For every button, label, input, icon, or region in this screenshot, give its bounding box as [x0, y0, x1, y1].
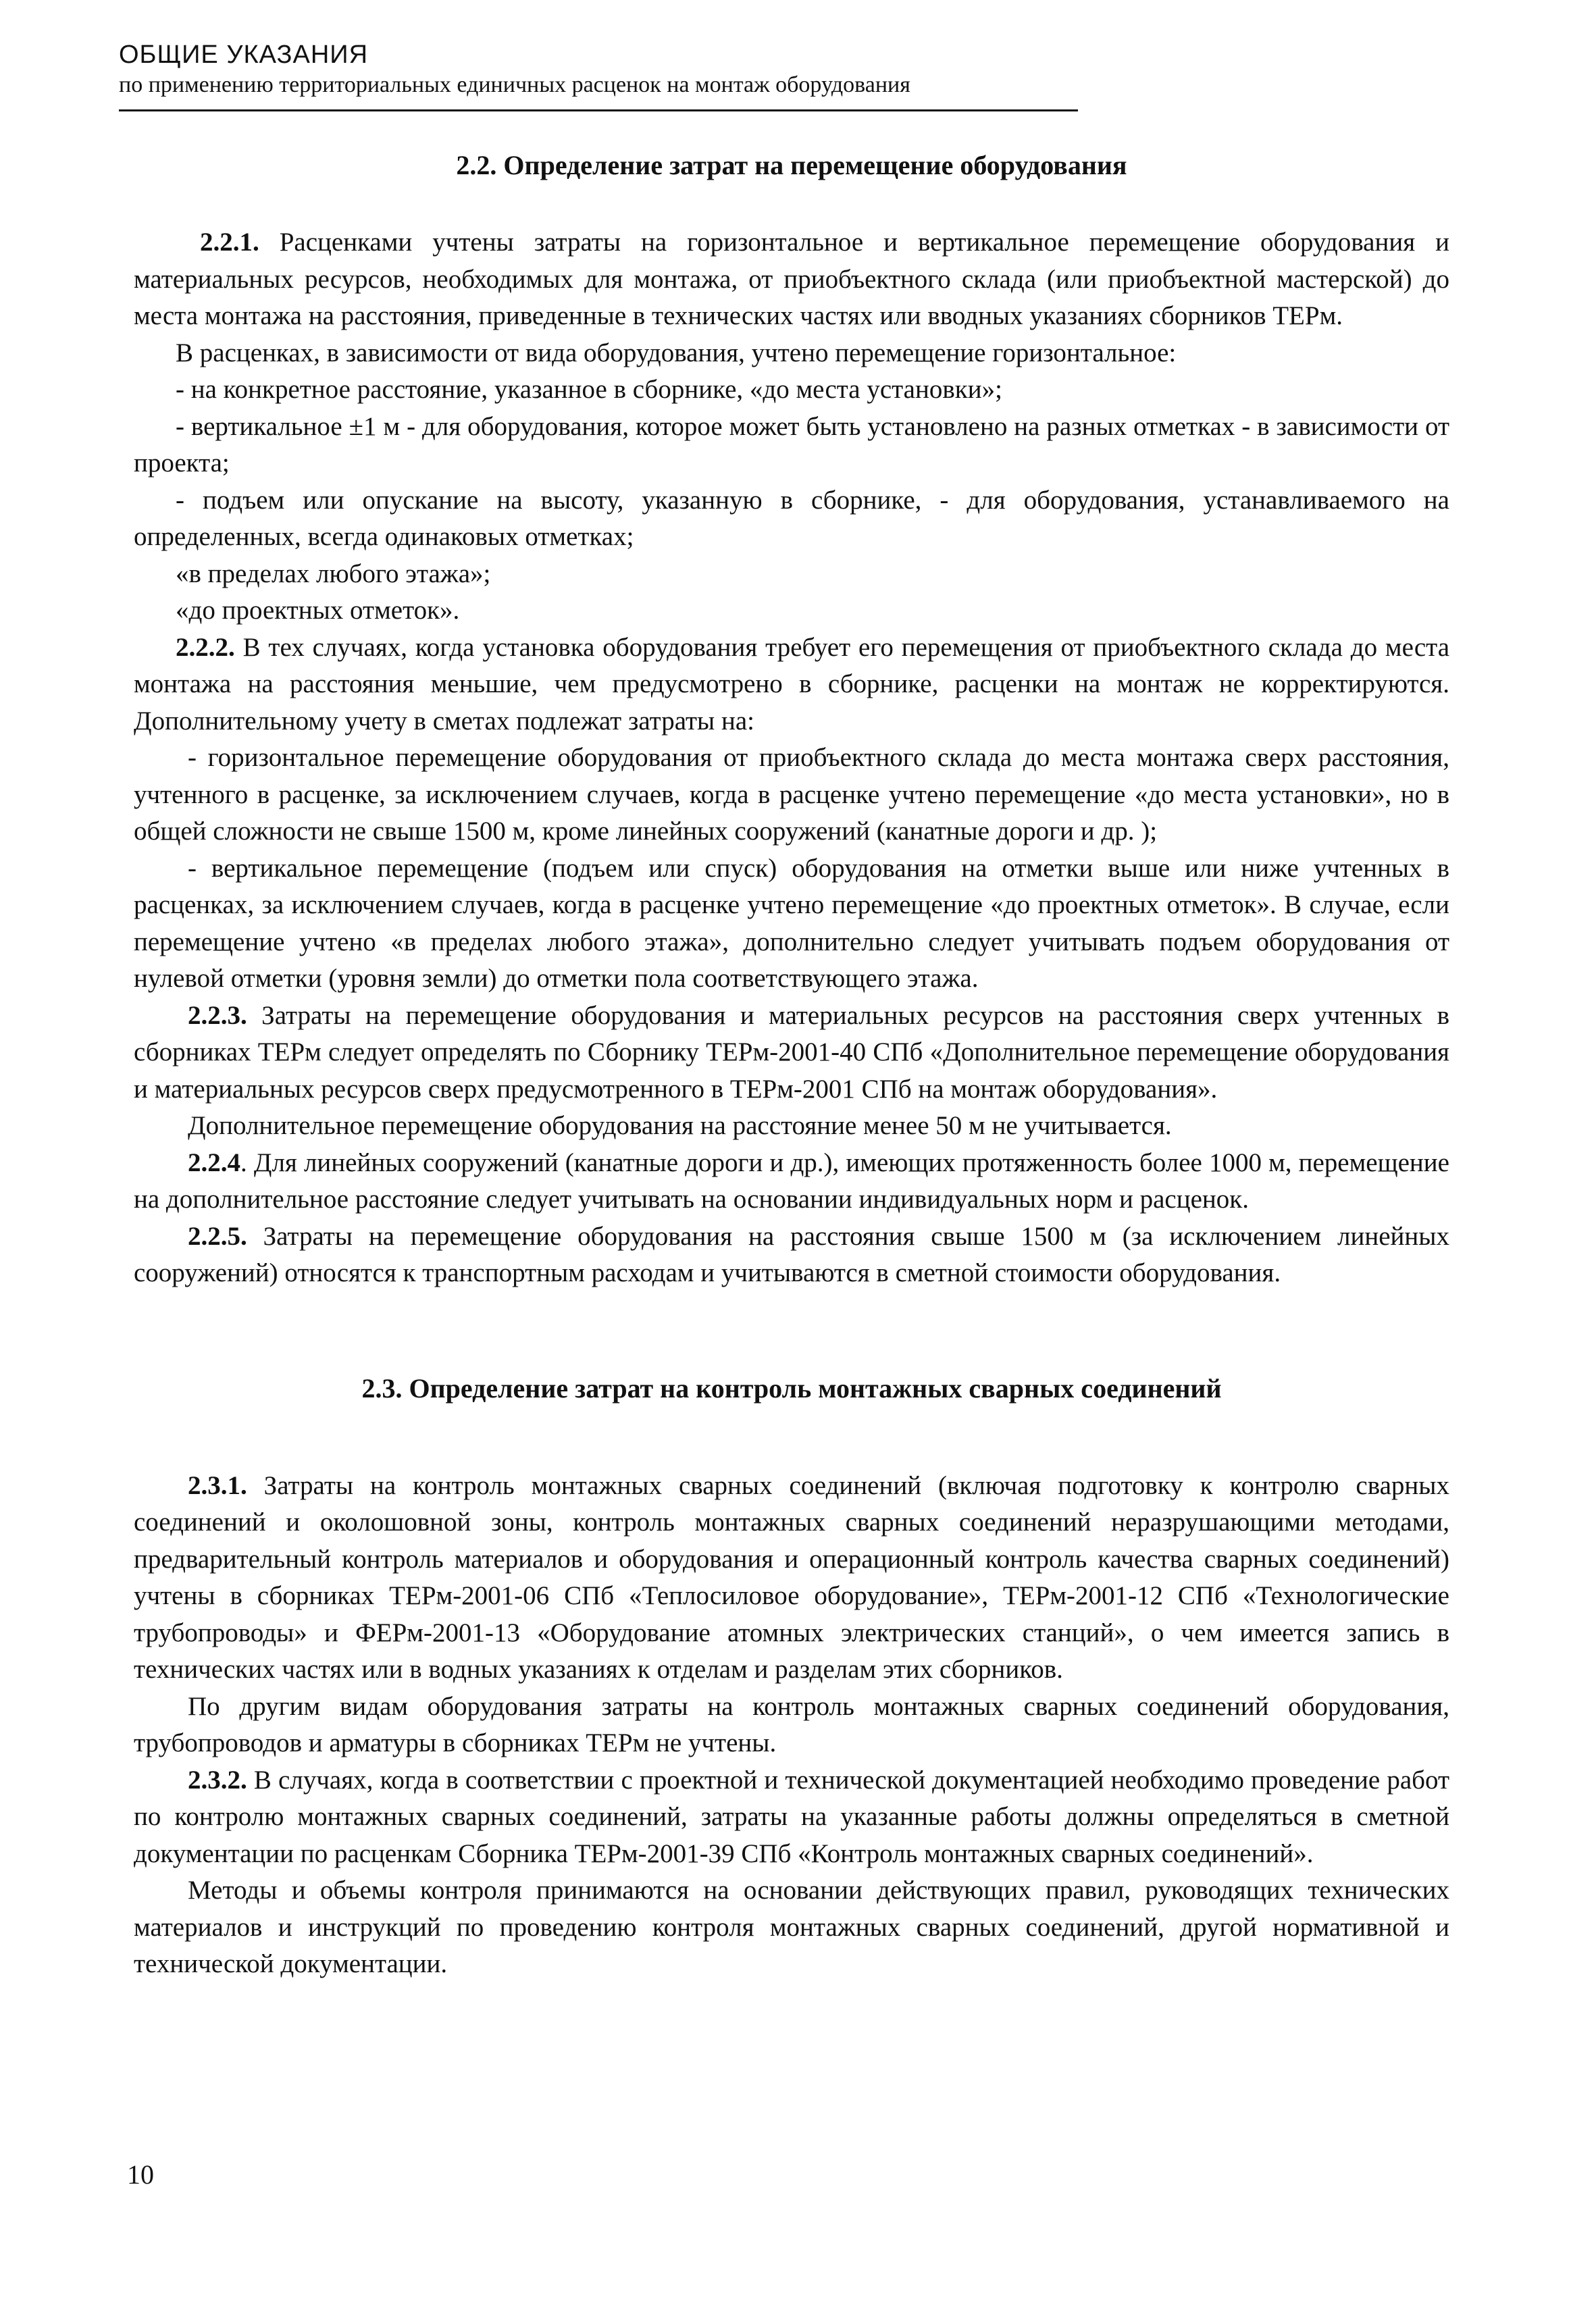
paragraph-2-2-2 — [134, 629, 1449, 740]
paragraph-text: В случаях, когда в соответствии с проектной и технической документацией необходимо проведение работ по контролю монтажных сварных соединений, затраты на указанные работы должны определяться в сметной документации по расценкам Сборника ТЕРм-2001-39 СПб «Контроль монтажных сварных соединений». — [134, 1765, 1449, 1868]
paragraph-2-2-3 — [134, 998, 1449, 1108]
paragraph-text: Затраты на перемещение оборудования и материальных ресурсов на расстояния сверх учтенных в сборниках ТЕРм следует определять по Сборнику ТЕРм-2001-40 СПб «Дополнительное перемещение оборудования и материальных ресурсов сверх предусмотренного в ТЕРм-2001 СПб на монтаж оборудования». — [134, 1000, 1449, 1104]
list-item: «в пределах любого этажа»; — [176, 559, 491, 588]
paragraph: Дополнительное перемещение оборудования на расстояние менее 50 м не учитывается. — [188, 1111, 1172, 1140]
header-title: ОБЩИЕ УКАЗАНИЯ — [119, 41, 369, 69]
list-item: «до проектных отметок». — [176, 596, 460, 625]
paragraph: Методы и объемы контроля принимаются на основании действующих правил, руководящих технических материалов и инструкций по проведению контроля монтажных сварных соединений, другой нормативной и технической документации. — [134, 1876, 1449, 1978]
clause-number: 2.2.4 — [188, 1148, 240, 1177]
list-item: - вертикальное ±1 м - для оборудования, которое может быть установлено на разных отметках - в зависимости от проекта; — [134, 411, 1449, 478]
clause-number: 2.3.2. — [188, 1765, 247, 1795]
page-content — [134, 147, 1449, 1983]
paragraph-text: Затраты на перемещение оборудования на расстояния свыше 1500 м (за исключением линейных сооружений) относятся к транспортным расходам и учитываются в сметной стоимости оборудования. — [134, 1221, 1449, 1287]
paragraph-2-3-1 — [134, 1468, 1449, 1689]
section-title-2-3: 2.3. Определение затрат на контроль монтажных сварных соединений — [361, 1372, 1222, 1404]
paragraph-2-2-5 — [134, 1218, 1449, 1292]
header-divider — [119, 109, 1078, 111]
paragraph: По другим видам оборудования затраты на контроль монтажных сварных соединений оборудования, трубопроводов и арматуры в сборниках ТЕРм не учтены. — [134, 1691, 1449, 1757]
paragraph: В расценках, в зависимости от вида оборудования, учтено перемещение горизонтальное: — [176, 338, 1177, 367]
paragraph-text: Расценками учтены затраты на горизонтальное и вертикальное перемещение оборудования и материальных ресурсов, необходимых для монтажа, от приобъектного склада (или приобъектной мастерской) до места монтажа на расстояния, приведенные в технических частях или вводных указаниях сборников ТЕРм. — [134, 228, 1449, 330]
paragraph-2-2-4 — [134, 1145, 1449, 1218]
clause-number: 2.2.2. — [176, 632, 235, 662]
paragraph-text: . Для линейных сооружений (канатные дороги и др.), имеющих протяженность более 1000 м, перемещение на дополнительное расстояние следует учитывать на основании индивидуальных норм и расценок. — [134, 1148, 1449, 1214]
section-title-2-2: 2.2. Определение затрат на перемещение оборудования — [456, 150, 1127, 180]
paragraph-2-3-2 — [134, 1762, 1449, 1873]
clause-number: 2.2.3. — [188, 1000, 247, 1030]
page-number: 10 — [127, 2159, 154, 2190]
clause-number: 2.3.1. — [188, 1470, 247, 1500]
paragraph-text: В тех случаях, когда установка оборудования требует его перемещения от приобъектного склада до места монтажа на расстояния меньшие, чем предусмотрено в сборнике, расценки на монтаж не корректируются. Дополнительному учету в сметах подлежат затраты на: — [134, 632, 1449, 736]
list-item: - на конкретное расстояние, указанное в сборнике, «до места установки»; — [176, 375, 1002, 404]
paragraph-2-2-1 — [134, 224, 1449, 335]
clause-number: 2.2.1. — [200, 228, 259, 257]
paragraph-text: Затраты на контроль монтажных сварных соединений (включая подготовку к контролю сварных соединений и околошовной зоны, контроль монтажных сварных соединений неразрушающими методами, предварительный контроль материалов и оборудования и операционный контроль качества сварных соединений) учтены в сборниках ТЕРм-2001-06 СПб «Теплосиловое оборудование», ТЕРм-2001-12 СПб «Технологические трубопроводы» и ФЕРм-2001-13 «Оборудование атомных электрических станций», о чем имеется запись в технических частях или в водных указаниях к отделам и разделам этих сборников. — [134, 1470, 1449, 1684]
list-item: - вертикальное перемещение (подъем или спуск) оборудования на отметки выше или ниже учтенных в расценках, за исключением случаев, когда в расценке учтено перемещение «до проектных отметок». В случае, если перемещение учтено «в пределах любого этажа», дополнительно следует учитывать подъем оборудования от нулевой отметки (уровня земли) до отметки пола соответствующего этажа. — [134, 853, 1449, 993]
page-header — [119, 39, 1078, 99]
header-subtitle: по применению территориальных единичных расценок на монтаж оборудования — [119, 72, 910, 97]
list-item: - подъем или опускание на высоту, указанную в сборнике, - для оборудования, устанавливаемого на определенных, всегда одинаковых отметках; — [134, 485, 1449, 551]
clause-number: 2.2.5. — [188, 1221, 247, 1251]
list-item: - горизонтальное перемещение оборудования от приобъектного склада до места монтажа сверх расстояния, учтенного в расценке, за исключением случаев, когда в расценке учтено перемещение «до места установки», но в общей сложности не свыше 1500 м, кроме линейных сооружений (канатные дороги и др. ); — [134, 743, 1449, 846]
